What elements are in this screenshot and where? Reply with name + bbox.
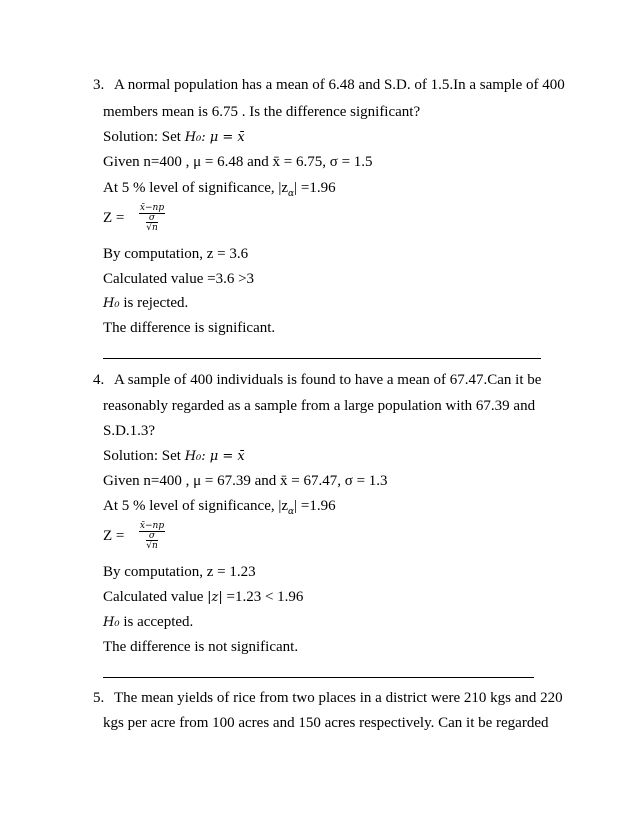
q5-line-2: kgs per acre from 100 acres and 150 acres respectively. Can it be regarded bbox=[103, 715, 549, 731]
q4-calculated: Calculated value |z| =1.23 < 1.96 bbox=[103, 589, 304, 605]
q4-given: Given n=400 , μ = 67.39 and x̄ = 67.47, σ = 1.3 bbox=[103, 473, 388, 489]
q4-fraction-sigma: σ bbox=[148, 531, 156, 541]
divider-line bbox=[103, 677, 534, 678]
q5-number: 5. bbox=[93, 690, 105, 706]
q3-result: H₀ is rejected. bbox=[103, 295, 189, 311]
q4-number: 4. bbox=[93, 372, 105, 388]
q3-fraction-numerator: x̄−np bbox=[139, 203, 165, 213]
q3-fraction-sigma: σ bbox=[148, 213, 156, 223]
q4-result: H₀ is accepted. bbox=[103, 614, 194, 630]
divider-line bbox=[103, 358, 541, 359]
q3-h0-symbol: H₀ bbox=[184, 130, 202, 145]
q3-conclusion: The difference is significant. bbox=[103, 320, 276, 336]
q3-line-2: members mean is 6.75 . Is the difference significant? bbox=[103, 104, 421, 120]
q4-significance-level: At 5 % level of significance, $|z_\alpha| =1.96$ bbox=[103, 498, 336, 517]
q3-line-1: 3. A normal population has a mean of 6.48 and S.D. of 1.5.In a sample of 400 bbox=[93, 77, 565, 93]
q4-line-1: 4. A sample of 400 individuals is found to have a mean of 67.47.Can it be bbox=[93, 372, 542, 388]
q4-conclusion: The difference is not significant. bbox=[103, 639, 299, 655]
q4-fraction-denominator: √n bbox=[146, 541, 158, 551]
q4-fraction-numerator: x̄−np bbox=[139, 521, 165, 531]
q3-solution: Solution: Set H₀: μ = x̄ bbox=[103, 129, 245, 145]
q3-significance-level: At 5 % level of significance, $|z_\alpha| =1.96$ bbox=[103, 180, 336, 199]
q4-h0-symbol: H₀ bbox=[184, 449, 202, 464]
q3-fraction-denominator: √n bbox=[146, 223, 158, 233]
q4-line-2: reasonably regarded as a sample from a large population with 67.39 and bbox=[103, 398, 536, 414]
q3-z-label: Z = bbox=[103, 210, 125, 226]
q3-given: Given n=400 , μ = 6.48 and x̄ = 6.75, σ = 1.5 bbox=[103, 154, 373, 170]
q3-calculated: Calculated value =3.6 >3 bbox=[103, 271, 255, 287]
q4-computation: By computation, z = 1.23 bbox=[103, 564, 256, 580]
q4-solution: Solution: Set H₀: μ = x̄ bbox=[103, 448, 245, 464]
q3-number: 3. bbox=[93, 77, 105, 93]
q5-line-1: 5. The mean yields of rice from two places in a district were 210 kgs and 220 bbox=[93, 690, 563, 706]
q4-z-label: Z = bbox=[103, 528, 125, 544]
q3-computation: By computation, z = 3.6 bbox=[103, 246, 249, 262]
q4-line-3: S.D.1.3? bbox=[103, 423, 156, 439]
